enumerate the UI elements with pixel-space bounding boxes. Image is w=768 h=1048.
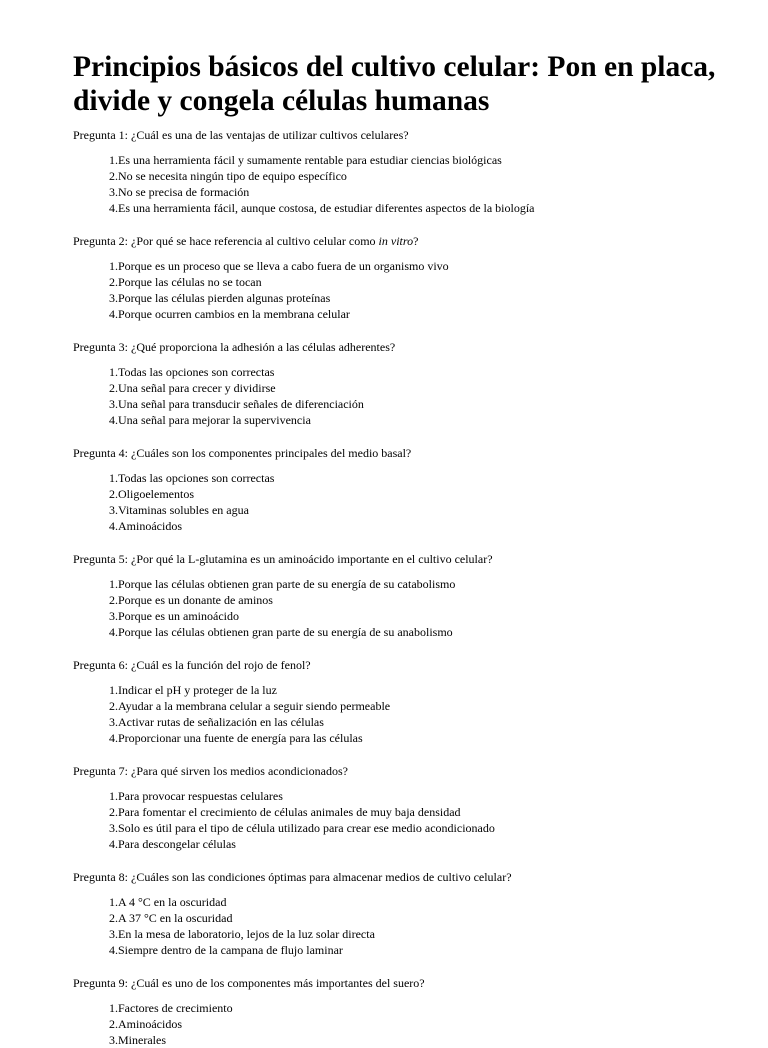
option-number: 2. xyxy=(109,169,118,183)
option-text: Porque es un aminoácido xyxy=(118,609,239,623)
question-prefix: Pregunta 5: xyxy=(73,552,131,566)
option-number: 2. xyxy=(109,911,118,925)
option-list xyxy=(73,470,728,534)
option-text: A 4 °C en la oscuridad xyxy=(118,895,227,909)
question-prefix: Pregunta 9: xyxy=(73,976,131,990)
option-item xyxy=(98,608,728,624)
option-item xyxy=(98,682,728,698)
question-5 xyxy=(73,551,728,640)
question-prefix: Pregunta 7: xyxy=(73,764,131,778)
document-title: Principios básicos del cultivo celular: Pon en placa, divide y congela células humanas xyxy=(73,51,716,117)
question-8 xyxy=(73,869,728,958)
option-number: 2. xyxy=(109,1017,118,1031)
option-item xyxy=(98,1016,728,1032)
option-text: Todas las opciones son correctas xyxy=(118,365,275,379)
question-2 xyxy=(73,233,728,322)
question-prefix: Pregunta 4: xyxy=(73,446,131,460)
question-suffix: ? xyxy=(413,234,419,248)
option-item xyxy=(98,820,728,836)
option-number: 1. xyxy=(109,895,118,909)
option-number: 4. xyxy=(109,519,118,533)
option-number: 1. xyxy=(109,365,118,379)
option-item xyxy=(98,486,728,502)
question-prefix: Pregunta 2: xyxy=(73,234,131,248)
question-4 xyxy=(73,445,728,534)
option-item xyxy=(98,624,728,640)
option-text: Activar rutas de señalización en las células xyxy=(118,715,324,729)
question-body: ¿Cuáles son las condiciones óptimas para almacenar medios de cultivo celular? xyxy=(131,870,512,884)
option-item xyxy=(98,1000,728,1016)
option-item xyxy=(98,836,728,852)
option-text: Porque es un proceso que se lleva a cabo fuera de un organismo vivo xyxy=(118,259,449,273)
question-list xyxy=(73,127,728,1048)
option-text: Todas las opciones son correctas xyxy=(118,471,275,485)
option-text: Porque las células obtienen gran parte de su energía de su catabolismo xyxy=(118,577,456,591)
question-body: ¿Cuáles son los componentes principales del medio basal? xyxy=(131,446,412,460)
option-item xyxy=(98,502,728,518)
option-number: 3. xyxy=(109,397,118,411)
question-body: ¿Qué proporciona la adhesión a las células adherentes? xyxy=(131,340,396,354)
option-number: 3. xyxy=(109,715,118,729)
question-text xyxy=(73,127,728,143)
option-number: 1. xyxy=(109,789,118,803)
option-item xyxy=(98,592,728,608)
question-3 xyxy=(73,339,728,428)
option-text: Una señal para mejorar la supervivencia xyxy=(118,413,311,427)
option-item xyxy=(98,290,728,306)
question-prefix: Pregunta 3: xyxy=(73,340,131,354)
option-text: No se necesita ningún tipo de equipo específico xyxy=(118,169,347,183)
option-item xyxy=(98,184,728,200)
option-number: 4. xyxy=(109,943,118,957)
option-text: Vitaminas solubles en agua xyxy=(118,503,249,517)
option-list xyxy=(73,364,728,428)
option-item xyxy=(98,168,728,184)
option-text: Aminoácidos xyxy=(118,519,182,533)
option-number: 1. xyxy=(109,577,118,591)
option-item xyxy=(98,396,728,412)
option-item xyxy=(98,152,728,168)
option-number: 3. xyxy=(109,927,118,941)
option-item xyxy=(98,258,728,274)
option-text: Para provocar respuestas celulares xyxy=(118,789,283,803)
question-prefix: Pregunta 6: xyxy=(73,658,131,672)
option-list xyxy=(73,258,728,322)
option-number: 3. xyxy=(109,291,118,305)
option-item xyxy=(98,714,728,730)
option-text: Para descongelar células xyxy=(118,837,236,851)
question-text xyxy=(73,551,728,567)
option-number: 2. xyxy=(109,381,118,395)
option-text: Una señal para transducir señales de diferenciación xyxy=(118,397,364,411)
option-list xyxy=(73,894,728,958)
question-body: ¿Cuál es una de las ventajas de utilizar cultivos celulares? xyxy=(131,128,409,142)
question-body: ¿Por qué la L-glutamina es un aminoácido importante en el cultivo celular? xyxy=(131,552,493,566)
question-text xyxy=(73,233,728,249)
option-item xyxy=(98,942,728,958)
option-item xyxy=(98,470,728,486)
question-text xyxy=(73,445,728,461)
option-list xyxy=(73,788,728,852)
option-list xyxy=(73,152,728,216)
question-6 xyxy=(73,657,728,746)
option-item xyxy=(98,804,728,820)
option-item xyxy=(98,1032,728,1048)
option-text: Minerales xyxy=(118,1033,166,1047)
option-text: En la mesa de laboratorio, lejos de la luz solar directa xyxy=(118,927,375,941)
option-list xyxy=(73,576,728,640)
option-text: Aminoácidos xyxy=(118,1017,182,1031)
option-text: No se precisa de formación xyxy=(118,185,250,199)
option-number: 3. xyxy=(109,185,118,199)
option-text: Es una herramienta fácil y sumamente rentable para estudiar ciencias biológicas xyxy=(118,153,502,167)
option-number: 2. xyxy=(109,805,118,819)
option-item xyxy=(98,926,728,942)
option-item xyxy=(98,788,728,804)
option-number: 2. xyxy=(109,487,118,501)
option-text: Porque las células pierden algunas proteínas xyxy=(118,291,331,305)
question-7 xyxy=(73,763,728,852)
question-text xyxy=(73,869,728,885)
question-body: ¿Cuál es la función del rojo de fenol? xyxy=(131,658,311,672)
option-number: 2. xyxy=(109,593,118,607)
option-text: Ayudar a la membrana celular a seguir siendo permeable xyxy=(118,699,391,713)
option-number: 4. xyxy=(109,413,118,427)
option-item xyxy=(98,576,728,592)
option-number: 3. xyxy=(109,821,118,835)
option-number: 3. xyxy=(109,503,118,517)
option-number: 1. xyxy=(109,683,118,697)
option-text: Siempre dentro de la campana de flujo laminar xyxy=(118,943,343,957)
option-item xyxy=(98,894,728,910)
option-text: Porque ocurren cambios en la membrana celular xyxy=(118,307,350,321)
question-body: ¿Para qué sirven los medios acondicionados? xyxy=(131,764,348,778)
option-number: 2. xyxy=(109,699,118,713)
option-number: 3. xyxy=(109,609,118,623)
question-prefix: Pregunta 8: xyxy=(73,870,131,884)
option-text: Factores de crecimiento xyxy=(118,1001,233,1015)
option-item xyxy=(98,364,728,380)
option-item xyxy=(98,380,728,396)
option-item xyxy=(98,518,728,534)
option-number: 4. xyxy=(109,307,118,321)
option-number: 4. xyxy=(109,837,118,851)
option-item xyxy=(98,200,728,216)
question-1 xyxy=(73,127,728,216)
option-text: A 37 °C en la oscuridad xyxy=(118,911,233,925)
question-body: ¿Por qué se hace referencia al cultivo celular como xyxy=(131,234,379,248)
option-number: 3. xyxy=(109,1033,118,1047)
option-number: 1. xyxy=(109,471,118,485)
option-number: 4. xyxy=(109,201,118,215)
question-body: ¿Cuál es uno de los componentes más importantes del suero? xyxy=(131,976,425,990)
option-text: Solo es útil para el tipo de célula utilizado para crear ese medio acondicionado xyxy=(118,821,495,835)
option-text: Porque es un donante de aminos xyxy=(118,593,273,607)
option-text: Oligoelementos xyxy=(118,487,194,501)
question-text xyxy=(73,763,728,779)
option-number: 2. xyxy=(109,275,118,289)
option-text: Proporcionar una fuente de energía para las células xyxy=(118,731,363,745)
option-item xyxy=(98,412,728,428)
option-list xyxy=(73,682,728,746)
option-item xyxy=(98,306,728,322)
option-text: Porque las células obtienen gran parte de su energía de su anabolismo xyxy=(118,625,453,639)
option-text: Una señal para crecer y dividirse xyxy=(118,381,276,395)
question-text xyxy=(73,975,728,991)
question-italic: in vitro xyxy=(378,234,414,248)
question-prefix: Pregunta 1: xyxy=(73,128,131,142)
option-number: 4. xyxy=(109,625,118,639)
question-text xyxy=(73,657,728,673)
option-item xyxy=(98,698,728,714)
option-number: 1. xyxy=(109,153,118,167)
option-text: Porque las células no se tocan xyxy=(118,275,262,289)
option-number: 1. xyxy=(109,1001,118,1015)
question-9 xyxy=(73,975,728,1048)
option-item xyxy=(98,730,728,746)
option-text: Para fomentar el crecimiento de células animales de muy baja densidad xyxy=(118,805,461,819)
option-number: 4. xyxy=(109,731,118,745)
option-item xyxy=(98,274,728,290)
option-text: Es una herramienta fácil, aunque costosa, de estudiar diferentes aspectos de la biología xyxy=(118,201,535,215)
option-number: 1. xyxy=(109,259,118,273)
option-text: Indicar el pH y proteger de la luz xyxy=(118,683,277,697)
question-text xyxy=(73,339,728,355)
option-list xyxy=(73,1000,728,1048)
option-item xyxy=(98,910,728,926)
